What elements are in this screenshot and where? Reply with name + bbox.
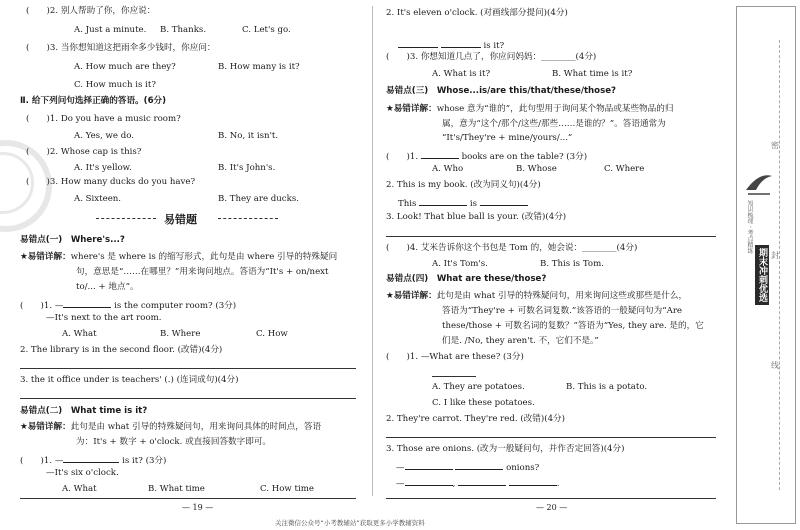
p3-line3: “It's/They're + mine/yours/...” bbox=[442, 133, 573, 143]
left-q3-opt-b: B. How many is it? bbox=[218, 62, 300, 72]
p3-q4-opt-a: A. It's Tom's. bbox=[432, 259, 488, 269]
p3-q3-answer-line[interactable] bbox=[386, 236, 716, 237]
left-q3-opt-a: A. How much are they? bbox=[74, 62, 176, 72]
p3-q1-opt-b: B. Whose bbox=[516, 164, 557, 174]
p2-q1-response: —It's six o'clock. bbox=[46, 468, 119, 478]
p3-title: 易错点(三) Whose...is/are this/that/these/those? bbox=[386, 86, 617, 96]
p3-q2-is: is bbox=[469, 199, 478, 209]
left-q2-opt-a: A. Just a minute. bbox=[74, 25, 147, 35]
p1-q1-b: is the computer room? (3分) bbox=[114, 301, 237, 311]
p4-q1-opt-a: A. They are potatoes. bbox=[432, 382, 525, 392]
p1-line3: to/... + 地点”。 bbox=[76, 282, 139, 292]
p3-q4: ( )4. 艾米告诉你这个书包是 Tom 的，她会说：________(4分) bbox=[386, 243, 638, 253]
p1-q3-answer-line[interactable] bbox=[20, 398, 356, 399]
p3-q2: 2. This is my book. (改为同义句)(4分) bbox=[386, 180, 541, 190]
p1-label: ★易错详解： bbox=[20, 252, 71, 262]
p4-q3: 3. Those are onions. (改为一般疑问句，并作否定回答)(4分) bbox=[386, 444, 625, 454]
p1-title: 易错点(一) Where's...? bbox=[20, 235, 125, 245]
right-page-number: — 20 — bbox=[536, 503, 568, 512]
left-q2-opt-b: B. Thanks. bbox=[160, 25, 207, 35]
section2-title: Ⅱ. 给下列问句选择正确的答语。(6分) bbox=[20, 96, 167, 106]
p4-q3-blank4[interactable] bbox=[458, 476, 506, 486]
p2-q1-opt-a: A. What bbox=[62, 484, 97, 494]
p2-title: 易错点(二) What time is it? bbox=[20, 406, 148, 416]
p3-q1-b: books are on the table? (3分) bbox=[461, 152, 588, 162]
s2-q3-opt-b: B. They are ducks. bbox=[218, 194, 299, 204]
p1-q1-opt-b: B. Where bbox=[160, 329, 201, 339]
right-q3-opt-a: A. What is it? bbox=[432, 69, 491, 79]
p1-q1-blank[interactable] bbox=[63, 298, 111, 308]
p4-q1: ( )1. —What are these? (3分) bbox=[386, 352, 524, 362]
p4-q3-blank2[interactable] bbox=[455, 460, 503, 470]
p2-label: ★易错详解： bbox=[20, 422, 71, 432]
p1-line2: 句，意思是“……在哪里？”用来询问地点。答语为“It's + on/next bbox=[76, 267, 329, 277]
s2-q2: ( )2. Whose cap is this? bbox=[26, 147, 142, 157]
p3-q4-opt-b: B. This is Tom. bbox=[540, 259, 604, 269]
right-footer-rule bbox=[386, 498, 716, 499]
left-q2-intro: ( )2. 别人帮助了你，你应说： bbox=[26, 6, 156, 16]
p4-q2-answer-line[interactable] bbox=[386, 437, 716, 438]
p1-q1-response: —It's next to the art room. bbox=[46, 313, 162, 323]
sidebar-dashed-line bbox=[779, 40, 780, 490]
p1-q2-answer-line[interactable] bbox=[20, 368, 356, 369]
p3-q1-a: ( )1. bbox=[386, 152, 419, 162]
p4-q1-blank[interactable] bbox=[432, 376, 476, 377]
p4-q3-tail: onions? bbox=[506, 463, 540, 473]
p3-q1-opt-c: C. Where bbox=[604, 164, 645, 174]
p1-q1-opt-a: A. What bbox=[62, 329, 97, 339]
page-divider bbox=[372, 6, 373, 496]
side-char-3: 线 bbox=[771, 361, 779, 370]
p4-label: ★易错详解： bbox=[386, 291, 437, 301]
right-q2: 2. It's eleven o'clock. (对画线部分提问)(4分) bbox=[386, 8, 568, 18]
left-q3-intro: ( )3. 当你想知道这把雨伞多少钱时，你应问： bbox=[26, 43, 216, 53]
right-q2-blank1[interactable] bbox=[398, 38, 438, 48]
p3-line1: whose 意为“谁的”，此句型用于询问某个物品或某些物品的归 bbox=[436, 104, 674, 114]
side-char-2: 封 bbox=[771, 251, 779, 260]
p1-q3: 3. the it office under is teachers' (.) (连词成句)(4分) bbox=[20, 375, 239, 385]
p1-line1: where's 是 where is 的缩写形式，此句是由 where 引导的特殊疑问 bbox=[70, 252, 338, 262]
p4-title: 易错点(四) What are these/those? bbox=[386, 274, 547, 284]
p3-q2-blank1[interactable] bbox=[419, 196, 467, 206]
p1-q2: 2. The library is in the second floor. (改错)(4分) bbox=[20, 345, 223, 355]
left-q2-opt-c: C. Let's go. bbox=[242, 25, 291, 35]
s2-q2-opt-a: A. It's yellow. bbox=[74, 163, 132, 173]
p2-q1-b: is it? (3分) bbox=[122, 456, 167, 466]
p3-line2: 属，意为“这个/那个/这些/那些……是谁的？”。答语通常为 bbox=[442, 119, 666, 129]
p2-q1-a: ( )1. — bbox=[20, 456, 64, 466]
left-q3-opt-c: C. How much is it? bbox=[74, 80, 156, 90]
p4-q1-opt-c: C. I like these potatoes. bbox=[432, 398, 535, 408]
banner-title: 易错题 bbox=[164, 213, 197, 226]
s2-q1-opt-b: B. No, it isn't. bbox=[218, 131, 279, 141]
p3-q2-blank2[interactable] bbox=[480, 196, 528, 206]
s2-q3: ( )3. How many ducks do you have? bbox=[26, 177, 196, 187]
p4-line2: 答语为“They're + 可数名词复数.”该答语的一般疑问句为“Are bbox=[442, 306, 683, 316]
sidebar-subtitle: 知识梳理 · 考点精练 bbox=[746, 200, 753, 254]
p1-q1-opt-c: C. How bbox=[256, 329, 288, 339]
p4-line4: 们是. /No, they aren't. 不，它们不是。” bbox=[442, 336, 599, 346]
p3-q3: 3. Look! That blue ball is your. (改错)(4分) bbox=[386, 212, 567, 222]
p2-line2: 为：It's + 数字 + o'clock. 或直接回答数字即可。 bbox=[76, 437, 272, 447]
s2-q1: ( )1. Do you have a music room? bbox=[26, 114, 181, 124]
s2-q2-opt-b: B. It's John's. bbox=[218, 163, 276, 173]
left-footer-rule bbox=[20, 498, 356, 499]
p4-q1-opt-b: B. This is a potato. bbox=[566, 382, 648, 392]
right-q3-opt-b: B. What time is it? bbox=[552, 69, 633, 79]
sidebar-brand-title: 期末冲刺优选卷 bbox=[755, 245, 769, 305]
p3-label: ★易错详解： bbox=[386, 104, 437, 114]
p4-q3-blank3[interactable] bbox=[405, 476, 453, 486]
banner-rule-right bbox=[218, 218, 278, 219]
p4-q3-blank1[interactable] bbox=[405, 460, 453, 470]
left-page-number: — 19 — bbox=[182, 503, 214, 512]
p2-q1-opt-b: B. What time bbox=[148, 484, 205, 494]
p2-line1: 此句是由 what 引导的特殊疑问句，用来询问具体的时间点，答语 bbox=[70, 422, 322, 432]
p4-q3-blank5[interactable] bbox=[509, 476, 557, 486]
p1-q1-a: ( )1. — bbox=[20, 301, 64, 311]
p2-q1-blank[interactable] bbox=[63, 453, 119, 463]
p3-q1-opt-a: A. Who bbox=[432, 164, 464, 174]
banner-rule-left bbox=[96, 218, 156, 219]
p3-q2-this: This bbox=[398, 199, 417, 209]
p4-line3: these/those + 可数名词的复数？”答语为“Yes, they are. 是的，它 bbox=[442, 321, 704, 331]
brand-logo-icon bbox=[744, 170, 774, 196]
p3-q1-blank[interactable] bbox=[421, 149, 459, 159]
right-q2-blank2[interactable] bbox=[441, 38, 481, 48]
p4-q2: 2. They're carrot. They're red. (改错)(4分) bbox=[386, 414, 565, 424]
footer-notice: 关注微信公众号“小考教辅站”获取更多小学教辅资料 bbox=[275, 519, 425, 527]
s2-q3-opt-a: A. Sixteen. bbox=[74, 194, 122, 204]
p2-q1-opt-c: C. How time bbox=[260, 484, 314, 494]
p4-line1: 此句是由 what 引导的特殊疑问句，用来询问这些或那些是什么， bbox=[436, 291, 688, 301]
right-q3: ( )3. 你想知道几点了，你应问妈妈：________(4分) bbox=[386, 52, 597, 62]
side-char-1: 密 bbox=[771, 141, 779, 150]
right-q2-tail: is it? bbox=[483, 41, 505, 51]
s2-q1-opt-a: A. Yes, we do. bbox=[74, 131, 134, 141]
